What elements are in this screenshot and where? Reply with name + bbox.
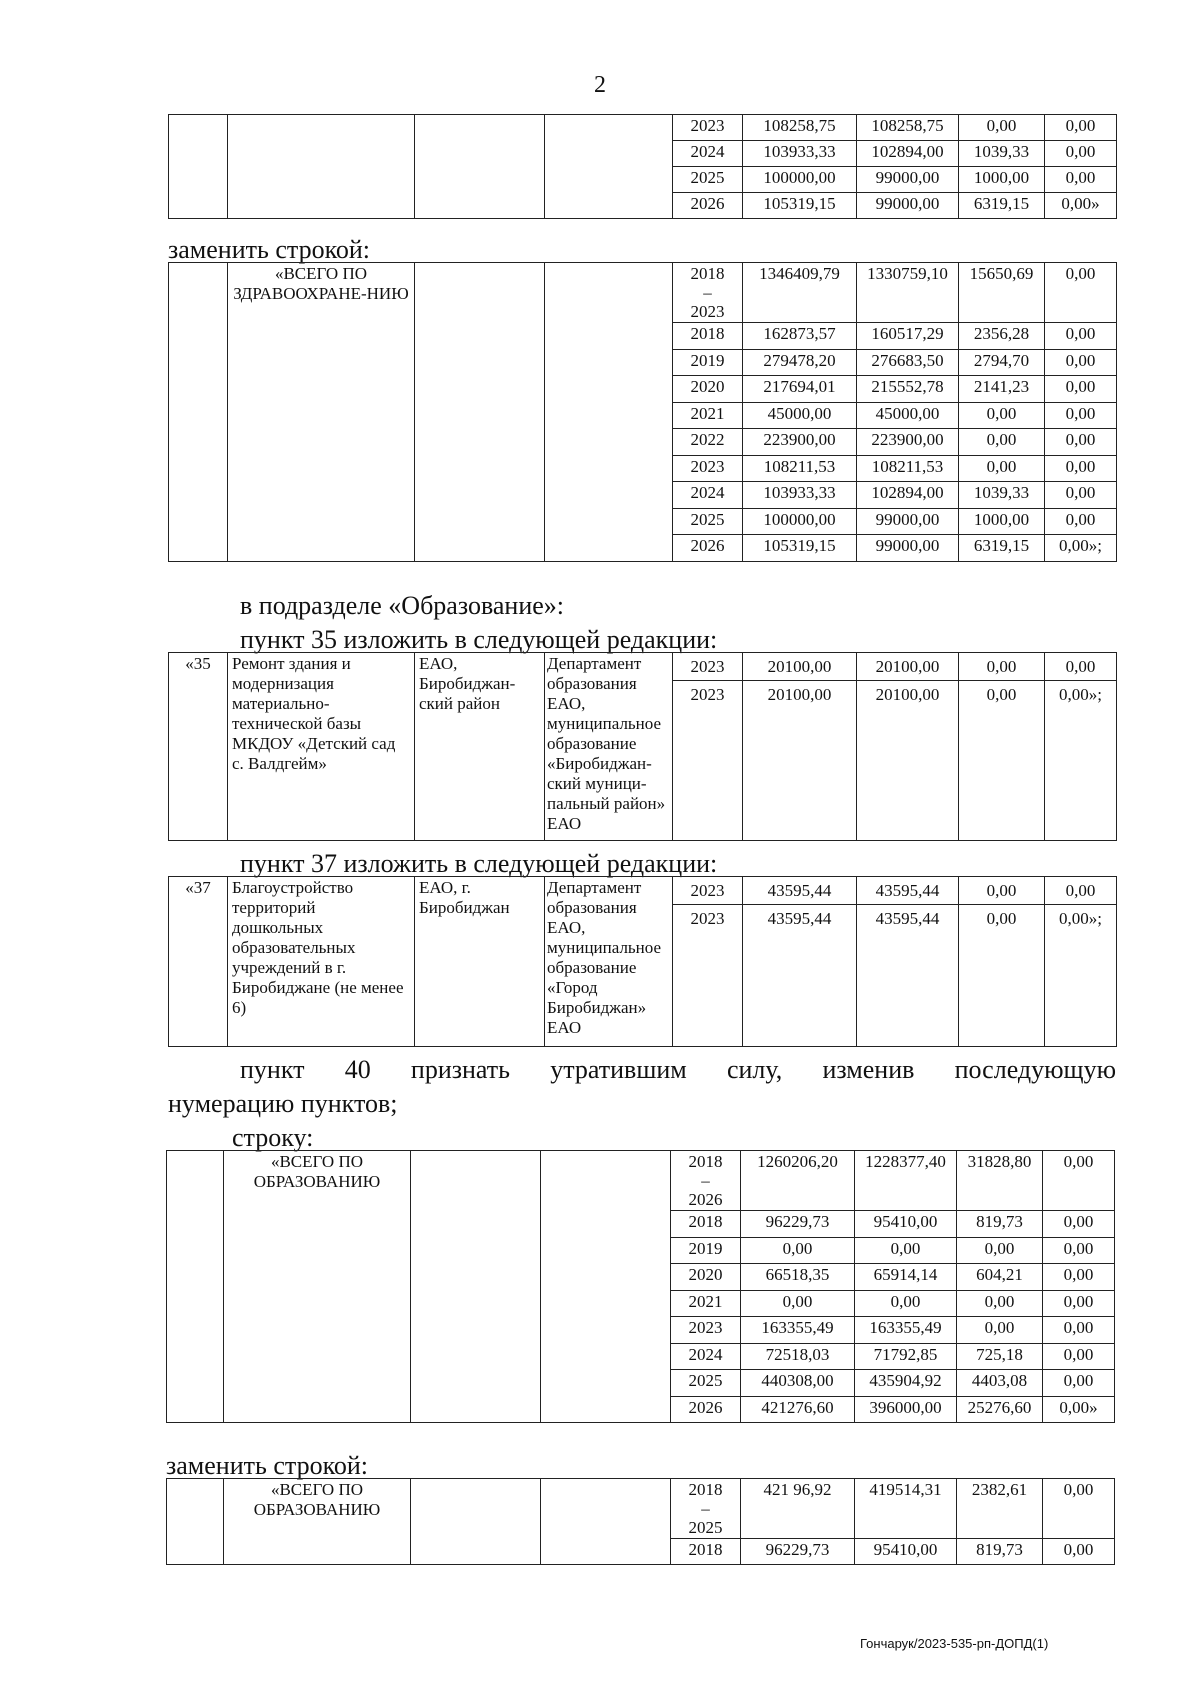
value4-cell: 0,00 [1043, 1370, 1115, 1397]
item35-territory: ЕАО, Биробиджан-ский район [415, 653, 545, 841]
value3-cell: 725,18 [957, 1343, 1043, 1370]
item35-r1-year: 2023 [673, 653, 742, 681]
value2-cell: 0,00 [855, 1237, 957, 1264]
item37-r1-total: 43595,44 [743, 877, 856, 905]
item35-r1-total: 20100,00 [743, 653, 856, 681]
value4-cell: 0,00 [1045, 402, 1117, 429]
total-cell: 100000,00 [743, 167, 857, 193]
year-cell: 2019 [673, 349, 743, 376]
value3-cell: 2382,61 [957, 1479, 1043, 1539]
year-cell: 2018 – 2023 [673, 263, 743, 323]
value4-cell: 0,00 [1043, 1264, 1115, 1291]
total-cell: 103933,33 [743, 141, 857, 167]
blank-territory-cell [411, 1151, 541, 1423]
value3-cell: 6319,15 [959, 535, 1045, 562]
year-cell: 2024 [671, 1343, 741, 1370]
value3-cell: 25276,60 [957, 1396, 1043, 1423]
item35-r2-v2: 20100,00 [875, 685, 940, 704]
total-row [169, 263, 1117, 323]
year-cell: 2018 [673, 323, 743, 350]
value2-cell: 435904,92 [855, 1370, 957, 1397]
blank-no-cell [167, 1479, 224, 1565]
value2-cell: 71792,85 [855, 1343, 957, 1370]
year-cell: 2018 – 2025 [671, 1479, 741, 1539]
value2-cell: 108211,53 [857, 455, 959, 482]
value2-cell: 65914,14 [855, 1264, 957, 1291]
total-cell: 103933,33 [743, 482, 857, 509]
total-row [167, 1479, 1115, 1539]
value2-cell: 1330759,10 [857, 263, 959, 323]
value2-cell: 45000,00 [857, 402, 959, 429]
value4-cell: 0,00 [1045, 141, 1117, 167]
value2-cell: 160517,29 [857, 323, 959, 350]
value4-cell: 0,00 [1045, 429, 1117, 456]
value4-cell: 0,00»; [1045, 535, 1117, 562]
blank-cell [228, 115, 415, 219]
year-cell: 2021 [671, 1290, 741, 1317]
value4-cell: 0,00 [1043, 1237, 1115, 1264]
value4-cell: 0,00 [1043, 1151, 1115, 1211]
item35-r1-v2: 20100,00 [857, 653, 958, 681]
year-cell: 2026 [673, 193, 743, 219]
item35-r2-year: 2023 [690, 685, 725, 704]
value2-cell: 99000,00 [857, 167, 959, 193]
value3-cell: 0,00 [957, 1237, 1043, 1264]
value4-cell: 0,00 [1045, 349, 1117, 376]
value2-cell: 95410,00 [855, 1211, 957, 1238]
value4-cell: 0,00 [1043, 1290, 1115, 1317]
value4-cell: 0,00 [1045, 167, 1117, 193]
total-cell: 96229,73 [741, 1539, 855, 1565]
value2-cell: 396000,00 [855, 1396, 957, 1423]
value3-cell: 0,00 [959, 455, 1045, 482]
item35-r2-v3: 0,00 [986, 685, 1017, 704]
value4-cell: 0,00 [1043, 1317, 1115, 1344]
edu-new-table [166, 1478, 1115, 1565]
blank-executor-cell [541, 1151, 671, 1423]
blank-executor-cell [541, 1479, 671, 1565]
item35-executor: Департамент образования ЕАО, муниципальное образование «Биробиджан-ский муници-пальный район» ЕАО [545, 653, 673, 841]
year-cell: 2024 [673, 482, 743, 509]
value3-cell: 1039,33 [959, 482, 1045, 509]
summary-name: «ВСЕГО ПО ОБРАЗОВАНИЮ [224, 1151, 411, 1423]
blank-no-cell [167, 1151, 224, 1423]
year-cell: 2026 [673, 535, 743, 562]
year-cell: 2025 [673, 508, 743, 535]
value3-cell: 604,21 [957, 1264, 1043, 1291]
replace-label-2: заменить строкой: [166, 1451, 369, 1480]
value4-cell: 0,00 [1043, 1479, 1115, 1539]
item37-r2-v2: 43595,44 [875, 909, 940, 928]
value3-cell: 0,00 [959, 402, 1045, 429]
value2-cell: 99000,00 [857, 508, 959, 535]
value2-cell: 99000,00 [857, 193, 959, 219]
total-cell: 163355,49 [741, 1317, 855, 1344]
total-cell: 45000,00 [743, 402, 857, 429]
item37-r2-v3: 0,00 [986, 909, 1017, 928]
value3-cell: 1039,33 [959, 141, 1045, 167]
year-cell: 2024 [673, 141, 743, 167]
total-cell: 108211,53 [743, 455, 857, 482]
total-cell: 217694,01 [743, 376, 857, 403]
total-cell: 421 96,92 [741, 1479, 855, 1539]
total-cell: 105319,15 [743, 193, 857, 219]
value3-cell: 0,00 [957, 1317, 1043, 1344]
value2-cell: 108258,75 [857, 115, 959, 141]
item35-name: Ремонт здания и модернизация материально-технической базы МКДОУ «Детский сад с. Валдгейм» [228, 653, 415, 841]
item37-r1-v4: 0,00 [1045, 877, 1116, 905]
summary-name: «ВСЕГО ПО ЗДРАВООХРАНЕ-НИЮ [228, 263, 415, 562]
total-cell: 1260206,20 [741, 1151, 855, 1211]
value4-cell: 0,00 [1043, 1343, 1115, 1370]
item35-r2-total: 20100,00 [767, 685, 832, 704]
total-cell: 108258,75 [743, 115, 857, 141]
subsection-line: в подразделе «Образование»: [240, 591, 565, 620]
year-cell: 2022 [673, 429, 743, 456]
total-cell: 0,00 [741, 1237, 855, 1264]
value4-cell: 0,00 [1043, 1211, 1115, 1238]
item35-r1-v3: 0,00 [959, 653, 1044, 681]
year-cell: 2018 – 2026 [671, 1151, 741, 1211]
item35-no: «35 [169, 653, 228, 841]
total-cell: 66518,35 [741, 1264, 855, 1291]
value4-cell: 0,00 [1045, 323, 1117, 350]
value3-cell: 4403,08 [957, 1370, 1043, 1397]
year-cell: 2018 [671, 1539, 741, 1565]
value2-cell: 215552,78 [857, 376, 959, 403]
footer-code: Гончарук/2023-535-рп-ДОПД(1) [860, 1636, 1049, 1651]
value2-cell: 0,00 [855, 1290, 957, 1317]
value4-cell: 0,00 [1045, 482, 1117, 509]
item37-name: Благоустройство территорий дошкольных образовательных учреждений в г. Биробиджане (не менее 6) [228, 877, 415, 1047]
item37-executor: Департамент образования ЕАО, муниципальное образование «Город Биробиджан» ЕАО [545, 877, 673, 1047]
value2-cell: 102894,00 [857, 141, 959, 167]
value3-cell: 1000,00 [959, 508, 1045, 535]
total-cell: 100000,00 [743, 508, 857, 535]
item40-line2: нумерацию пунктов; [168, 1089, 398, 1118]
string-label: строку: [232, 1123, 314, 1152]
value2-cell: 419514,31 [855, 1479, 957, 1539]
total-cell: 421276,60 [741, 1396, 855, 1423]
table-row [169, 115, 1117, 141]
item37-r2-total: 43595,44 [767, 909, 832, 928]
value4-cell: 0,00» [1043, 1396, 1115, 1423]
total-cell: 72518,03 [741, 1343, 855, 1370]
value2-cell: 276683,50 [857, 349, 959, 376]
blank-territory-cell [415, 263, 545, 562]
year-cell: 2023 [671, 1317, 741, 1344]
value4-cell: 0,00 [1045, 263, 1117, 323]
item37-r1-year: 2023 [673, 877, 742, 905]
value2-cell: 1228377,40 [855, 1151, 957, 1211]
value4-cell: 0,00 [1045, 115, 1117, 141]
year-cell: 2021 [673, 402, 743, 429]
value3-cell: 6319,15 [959, 193, 1045, 219]
value3-cell: 2794,70 [959, 349, 1045, 376]
value2-cell: 102894,00 [857, 482, 959, 509]
item40-line1: пункт 40 признать утратившим силу, изменив последующую [240, 1055, 1116, 1084]
value4-cell: 0,00 [1045, 508, 1117, 535]
year-cell: 2025 [671, 1370, 741, 1397]
value3-cell: 819,73 [957, 1211, 1043, 1238]
blank-no-cell [169, 263, 228, 562]
item37-table [168, 876, 1117, 1047]
value3-cell: 15650,69 [959, 263, 1045, 323]
total-cell: 1346409,79 [743, 263, 857, 323]
total-cell: 162873,57 [743, 323, 857, 350]
value2-cell: 99000,00 [857, 535, 959, 562]
item37-territory: ЕАО, г. Биробиджан [415, 877, 545, 1047]
value3-cell: 1000,00 [959, 167, 1045, 193]
value3-cell: 2141,23 [959, 376, 1045, 403]
year-cell: 2025 [673, 167, 743, 193]
item37-r2-v4: 0,00»; [1059, 909, 1102, 928]
value4-cell: 0,00 [1045, 455, 1117, 482]
blank-territory-cell [411, 1479, 541, 1565]
item37-r2-year: 2023 [690, 909, 725, 928]
item35-r2-v4: 0,00»; [1059, 685, 1102, 704]
item35-line: пункт 35 изложить в следующей редакции: [240, 625, 718, 654]
year-cell: 2023 [673, 115, 743, 141]
total-cell: 96229,73 [741, 1211, 855, 1238]
value3-cell: 0,00 [959, 115, 1045, 141]
year-cell: 2018 [671, 1211, 741, 1238]
blank-executor-cell [545, 263, 673, 562]
year-cell: 2023 [673, 455, 743, 482]
year-cell: 2019 [671, 1237, 741, 1264]
total-cell: 279478,20 [743, 349, 857, 376]
edu-old-table [166, 1150, 1115, 1423]
total-cell: 440308,00 [741, 1370, 855, 1397]
blank-cell [169, 115, 228, 219]
top-table [168, 114, 1117, 219]
total-cell: 105319,15 [743, 535, 857, 562]
value2-cell: 163355,49 [855, 1317, 957, 1344]
page-number: 2 [594, 72, 606, 98]
blank-cell [415, 115, 545, 219]
value3-cell: 0,00 [959, 429, 1045, 456]
value4-cell: 0,00 [1043, 1539, 1115, 1565]
item35-table [168, 652, 1117, 841]
item37-line: пункт 37 изложить в следующей редакции: [240, 849, 718, 878]
value3-cell: 31828,80 [957, 1151, 1043, 1211]
year-cell: 2020 [673, 376, 743, 403]
year-cell: 2020 [671, 1264, 741, 1291]
total-row [167, 1151, 1115, 1211]
total-cell: 0,00 [741, 1290, 855, 1317]
value2-cell: 95410,00 [855, 1539, 957, 1565]
replace-label-1: заменить строкой: [168, 235, 371, 264]
value4-cell: 0,00 [1045, 376, 1117, 403]
value2-cell: 223900,00 [857, 429, 959, 456]
item37-r1-v3: 0,00 [959, 877, 1044, 905]
summary-name: «ВСЕГО ПО ОБРАЗОВАНИЮ [224, 1479, 411, 1565]
value3-cell: 0,00 [957, 1290, 1043, 1317]
item35-r1-v4: 0,00 [1045, 653, 1116, 681]
value4-cell: 0,00» [1045, 193, 1117, 219]
year-cell: 2026 [671, 1396, 741, 1423]
item37-r1-v2: 43595,44 [857, 877, 958, 905]
item37-no: «37 [169, 877, 228, 1047]
value3-cell: 819,73 [957, 1539, 1043, 1565]
health-table [168, 262, 1117, 562]
total-cell: 223900,00 [743, 429, 857, 456]
blank-cell [545, 115, 673, 219]
value3-cell: 2356,28 [959, 323, 1045, 350]
